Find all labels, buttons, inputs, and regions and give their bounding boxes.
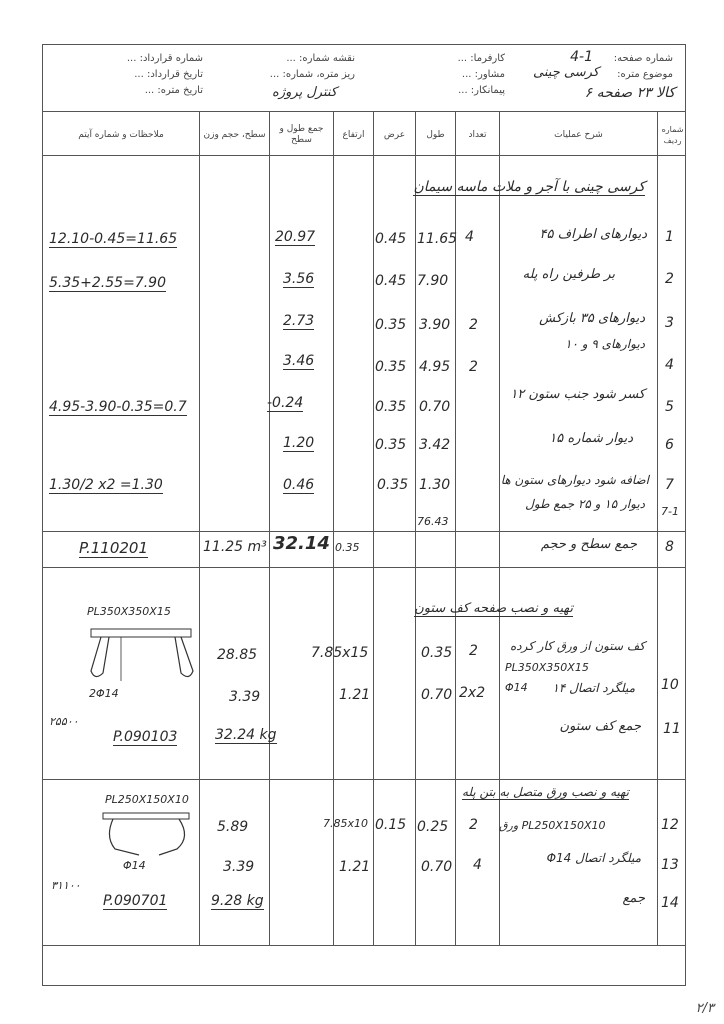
row-no: 8: [665, 539, 674, 555]
col-header-count: تعداد: [468, 129, 487, 140]
section-divider-1: [43, 567, 685, 568]
col-header-volume: سطح، حجم وزن: [203, 129, 266, 140]
row-sum: -0.24: [267, 395, 304, 411]
measure-date-label: تاریخ متره: ...: [144, 85, 203, 96]
row-count: 2: [469, 317, 478, 333]
col-line-remarks: [199, 111, 200, 945]
row-length: 11.65: [417, 231, 458, 247]
row-desc: جمع: [622, 891, 645, 906]
map-no-label: نقشه شماره: ...: [286, 53, 355, 64]
row-sum: 3.39: [229, 689, 261, 705]
page-number: ۲/۳: [695, 1001, 714, 1016]
row-desc: کف ستون از ورق کار کرده: [509, 639, 645, 653]
row-sum: 0.46: [283, 477, 315, 493]
row-length: 7.90: [417, 273, 449, 289]
col-line-width: [415, 111, 416, 945]
col-header-sum: جمع طول و سطح: [279, 124, 324, 145]
row-desc: اضافه شود دیوارهای ستون ها: [500, 473, 649, 487]
row-desc: میلگرد اتصال Φ14: [546, 851, 641, 865]
row-sum: 20.97: [275, 229, 316, 245]
handwritten-note: کنترل پروژه: [272, 85, 337, 100]
row-length: 1.30: [419, 477, 451, 493]
contractor-label: پیمانکار: ...: [458, 85, 505, 96]
col-header-height: ارتفاع: [342, 129, 365, 140]
row-length: 76.43: [417, 515, 449, 528]
row-no: 3: [665, 315, 674, 331]
row-desc: بر طرفین راه پله: [522, 267, 615, 282]
plate1-label: PL350X350X15: [87, 605, 171, 618]
section3-title: تهیه و نصب ورق متصل به بتن پله: [461, 785, 629, 799]
row-sum: 3.39: [223, 859, 255, 875]
row-width: 0.35: [375, 359, 407, 375]
row-desc: ورق PL250X150X10: [499, 819, 606, 832]
page-no-value: 4-1: [570, 49, 593, 65]
subject-label: موضوع متره:: [617, 69, 673, 80]
row-no: 11: [663, 721, 681, 737]
row-no: 4: [665, 357, 674, 373]
row-length: 4.95: [419, 359, 451, 375]
row-width: 0.35: [335, 541, 360, 554]
row-length: 0.70: [421, 687, 453, 703]
row-sum-total: 9.28 kg: [211, 893, 264, 909]
row-desc: دیوار شماره ۱۵: [549, 431, 633, 446]
row-sum: 5.89: [217, 819, 249, 835]
row-width: 0.35: [377, 477, 409, 493]
row-desc: دیوارهای اطراف ۴۵: [539, 227, 647, 242]
row-no: 7: [665, 477, 674, 493]
row-no: 5: [665, 399, 674, 415]
row-note: 12.10-0.45=11.65: [49, 231, 178, 247]
row-count: 4: [473, 857, 482, 873]
contract-date-label: تاریخ قرارداد: ...: [134, 69, 203, 80]
section-divider-2: [43, 779, 685, 780]
row-width: 0.45: [375, 231, 407, 247]
row-no: 13: [661, 857, 679, 873]
row-desc: دیوارهای ۹ و ۱۰: [565, 337, 645, 351]
col-header-description: شرح عملیات: [554, 129, 603, 140]
row-desc: دیوارهای ۳۵ بازکش: [539, 311, 645, 326]
row-count: 4: [465, 229, 474, 245]
row-height: 7.85x15: [311, 645, 369, 661]
steel-plate-sketch: [99, 797, 199, 877]
plate1-desc: PL350X350X15: [505, 661, 589, 674]
col-line-rowno: [657, 111, 658, 945]
row-desc: کسر شود جنب ستون ۱۲: [510, 387, 645, 402]
price2: ۳۱۱۰۰: [51, 879, 81, 892]
row-count: 2x2: [459, 685, 486, 701]
row-height: 1.21: [339, 687, 371, 703]
row-note: 4.95-3.90-0.35=0.7: [49, 399, 187, 415]
row-sum-total: 32.14: [273, 533, 330, 554]
row-desc: دیوار ۱۵ و ۲۵ جمع طول: [525, 497, 645, 511]
employer-label: کارفرما: ...: [457, 53, 505, 64]
col-header-rowno: شماره ردیف: [661, 125, 684, 145]
subtotal-line: [43, 531, 685, 532]
row-sum: 2.73: [283, 313, 315, 329]
row-sum: 3.46: [283, 353, 315, 369]
handwritten-ref: کالا ۲۳ صفحه ۶: [584, 85, 675, 101]
row-sum-total: 32.24 kg: [215, 727, 277, 743]
row-desc: میلگرد اتصال ۱۴: [552, 681, 635, 695]
item-code: P.090701: [103, 893, 168, 909]
page-no-label: شماره صفحه:: [613, 53, 673, 64]
bar1-desc: Φ14: [505, 681, 528, 694]
footer-divider: [43, 945, 685, 946]
row-length: 3.90: [419, 317, 451, 333]
row-count: 2: [469, 359, 478, 375]
bar1-label: 2Φ14: [89, 687, 119, 700]
column-header-divider: [43, 155, 685, 156]
row-width: 0.15: [375, 817, 407, 833]
header-divider: [43, 111, 685, 112]
row-desc: جمع کف ستون: [559, 719, 641, 734]
subject-value: کرسی چینی: [533, 65, 599, 80]
row-no: 14: [661, 895, 679, 911]
row-length: 0.35: [421, 645, 453, 661]
row-width: 0.35: [375, 317, 407, 333]
item-code: P.110201: [79, 539, 149, 557]
row-sum: 3.56: [283, 271, 315, 287]
price1: ۲۵۵۰۰: [49, 715, 79, 728]
row-no: 12: [661, 817, 679, 833]
row-no: 7-1: [661, 505, 679, 518]
section2-title: تهیه و نصب صفحه کف ستون: [414, 601, 573, 616]
row-height: 7.85x10: [323, 817, 368, 830]
row-length: 3.42: [419, 437, 451, 453]
row-sum: 1.20: [283, 435, 315, 451]
col-header-width: عرض: [383, 129, 406, 140]
row-desc: جمع سطح و حجم: [540, 537, 637, 552]
measurement-sheet: [42, 44, 686, 986]
row-length: 0.70: [419, 399, 451, 415]
col-line-volume: [269, 111, 270, 945]
row-width: 0.35: [375, 399, 407, 415]
row-no: 6: [665, 437, 674, 453]
item-code: P.090103: [113, 729, 178, 745]
col-header-length: طول: [426, 129, 445, 140]
col-line-height: [373, 111, 374, 945]
row-length: 0.25: [417, 819, 449, 835]
row-volume-total: 11.25 m³: [203, 539, 267, 555]
col-header-remarks: ملاحظات و شماره آیتم: [78, 129, 164, 140]
plate2-label: PL250X150X10: [105, 793, 189, 806]
row-sum: 28.85: [217, 647, 258, 663]
row-width: 0.45: [375, 273, 407, 289]
row-height: 1.21: [339, 859, 371, 875]
contract-no-label: شماره قرارداد: ...: [126, 53, 203, 64]
bar2-label: Φ14: [123, 859, 146, 872]
row-note: 1.30/2 x2 =1.30: [49, 477, 163, 493]
section1-title: کرسی چینی با آجر و ملات ماسه سیمان: [413, 179, 645, 195]
consultant-label: مشاور: ...: [461, 69, 505, 80]
row-length: 0.70: [421, 859, 453, 875]
detail-no-label: ریز متره، شماره: ...: [269, 69, 355, 80]
row-count: 2: [469, 817, 478, 833]
row-no: 10: [661, 677, 679, 693]
row-no: 1: [665, 229, 674, 245]
row-note: 5.35+2.55=7.90: [49, 275, 166, 291]
row-count: 2: [469, 643, 478, 659]
row-no: 2: [665, 271, 674, 287]
row-width: 0.35: [375, 437, 407, 453]
